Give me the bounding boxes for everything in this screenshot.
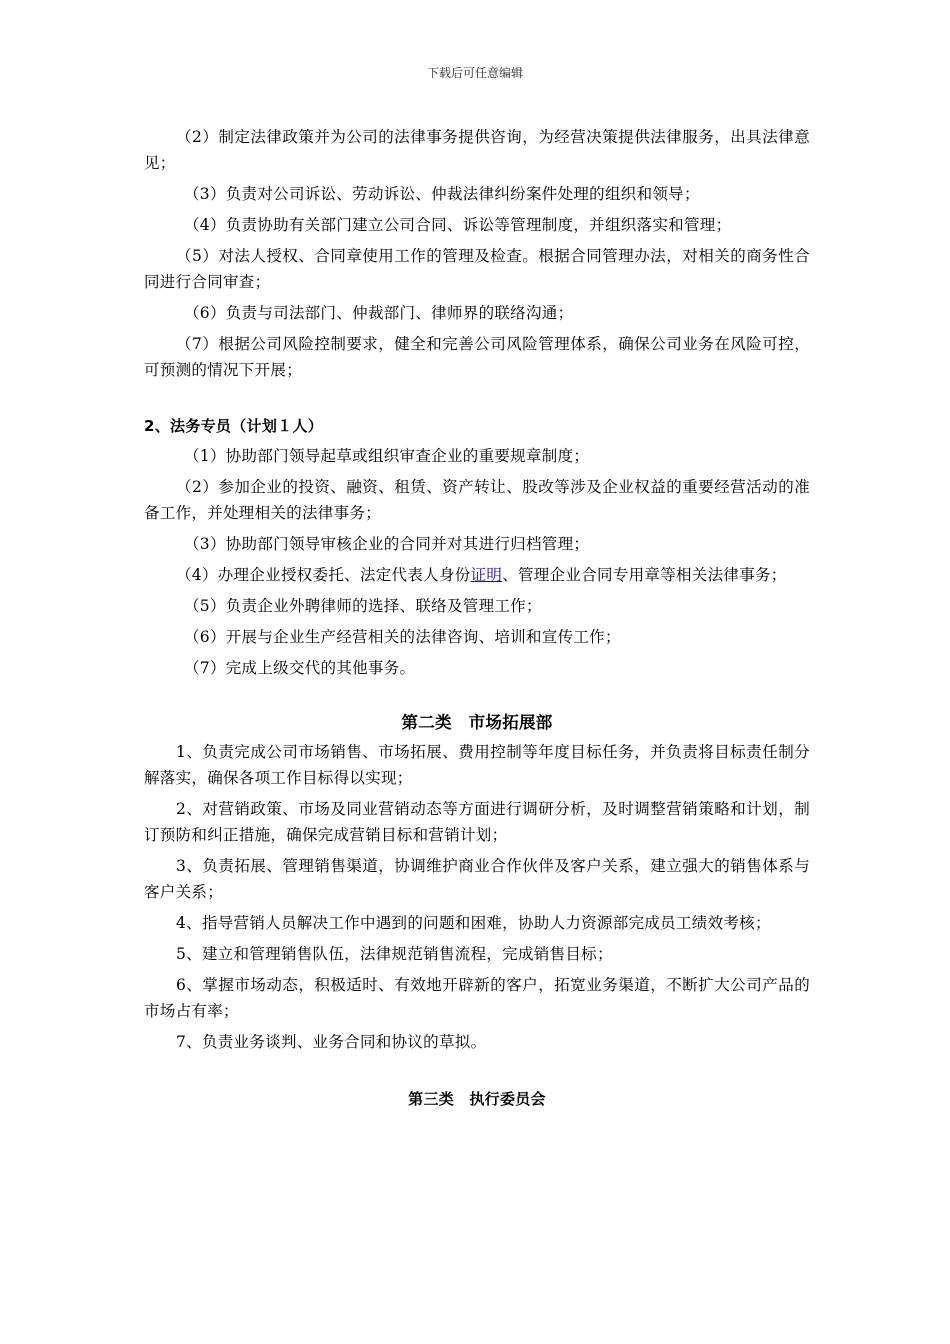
paragraph-specialist-3: （3）协助部门领导审核企业的合同并对其进行归档管理；: [184, 535, 590, 553]
paragraph-legal-3: （3）负责对公司诉讼、劳动诉讼、仲裁法律纠纷案件处理的组织和领导；: [184, 185, 700, 203]
paragraph-specialist-1: （1）协助部门领导起草或组织审查企业的重要规章制度；: [184, 447, 590, 465]
paragraph-specialist-2: （2）参加企业的投资、融资、租赁、资产转让、股改等涉及企业权益的重要经营活动的准备工作，并处理相关的法律事务；: [144, 478, 810, 522]
heading-executive-committee: 第三类 执行委员会: [408, 1090, 546, 1108]
paragraph-legal-7: （7）根据公司风险控制要求，健全和完善公司风险管理体系，确保公司业务在风险可控，可预测的情况下开展；: [144, 335, 810, 379]
paragraph-specialist-6: （6）开展与企业生产经营相关的法律咨询、培训和宣传工作；: [184, 628, 621, 646]
paragraph-legal-6: （6）负责与司法部门、仲裁部门、律师界的联络沟通；: [184, 304, 574, 322]
paragraph-legal-5: （5）对法人授权、合同章使用工作的管理及检查。根据合同管理办法，对相关的商务性合同进行合同审查；: [144, 247, 810, 291]
paragraph-market-2: 2、对营销政策、市场及同业营销动态等方面进行调研分析，及时调整营销策略和计划，制订预防和纠正措施，确保完成营销目标和营销计划；: [144, 800, 810, 844]
heading-market-expansion: 第二类 市场拓展部: [401, 713, 553, 732]
specialist-4-text-before: （4）办理企业授权委托、法定代表人身份: [176, 566, 471, 584]
paragraph-market-7: 7、负责业务谈判、业务合同和协议的草拟。: [176, 1033, 487, 1051]
paragraph-market-6: 6、掌握市场动态，积极适时、有效地开辟新的客户，拓宽业务渠道，不断扩大公司产品的市场占有率；: [144, 976, 810, 1020]
paragraph-specialist-7: （7）完成上级交代的其他事务。: [184, 659, 416, 677]
document-body: [144, 124, 810, 1113]
paragraph-market-5: 5、建立和管理销售队伍，法律规范销售流程，完成销售目标；: [176, 945, 613, 963]
paragraph-market-3: 3、负责拓展、管理销售渠道，协调维护商业合作伙伴及客户关系，建立强大的销售体系与客户关系；: [144, 857, 810, 901]
paragraph-specialist-5: （5）负责企业外聘律师的选择、联络及管理工作；: [184, 597, 542, 615]
paragraph-legal-4: （4）负责协助有关部门建立公司合同、诉讼等管理制度，并组织落实和管理；: [184, 216, 732, 234]
paragraph-legal-2: （2）制定法律政策并为公司的法律事务提供咨询，为经营决策提供法律服务，出具法律意见；: [144, 128, 810, 172]
paragraph-market-4: 4、指导营销人员解决工作中遇到的问题和困难，协助人力资源部完成员工绩效考核；: [176, 914, 771, 932]
header-note: 下载后可任意编辑: [426, 66, 523, 80]
section-title-legal-specialist: 2、法务专员（计划１人）: [144, 417, 324, 435]
paragraph-market-1: 1、负责完成公司市场销售、市场拓展、费用控制等年度目标任务，并负责将目标责任制分解落实，确保各项工作目标得以实现；: [144, 743, 810, 787]
proof-link[interactable]: 证明: [470, 566, 503, 584]
specialist-4-text-after: 、管理企业合同专用章等相关法律事务；: [502, 566, 787, 584]
paragraph-specialist-4: [144, 562, 810, 588]
